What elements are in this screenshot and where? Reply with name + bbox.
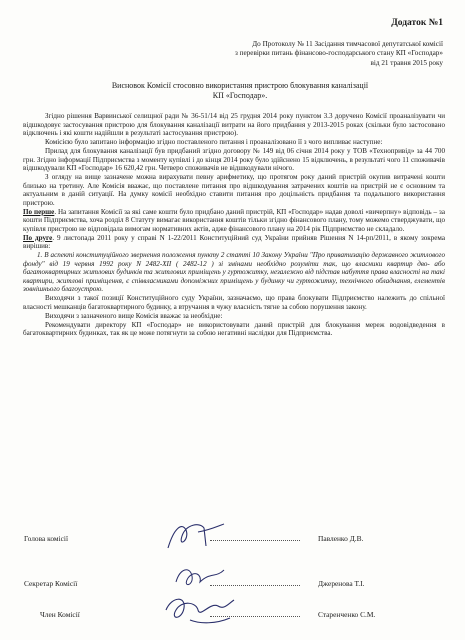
paragraph: Рекомендувати директору КП «Господар» не використовувати даний пристрій для блокування мереж водовідведення в багатоквартирних будинках, так як це може потягнути за собою негативні наслідки для Підприємства.: [23, 320, 445, 337]
signature-role: Секретар Комісії: [24, 579, 78, 588]
paragraph: Прилад для блокування каналізації був придбаний згідно договору № 149 від 06 січня 2014 року у ТОВ «Технопривід» за 44 700 грн. Згідно інформації Підприємства з моменту купівлі і до кінця 2014 року було здійснено 15 відключень, в результаті чого 11 споживачів відшкодували КП «Господар» 16 620,42 грн. Четверо споживачів не відшкодували нічого.: [23, 147, 445, 172]
signature-name: Старенченко С.М.: [318, 610, 376, 619]
title-line: КП «Господар».: [212, 91, 268, 100]
signature-name: Джеренова Т.І.: [318, 579, 365, 588]
signature-name: Павленко Д.В.: [318, 534, 364, 543]
protocol-line: До Протоколу № 11 Засідання тимчасової депутатської комісії: [252, 40, 443, 48]
protocol-line: від 21 травня 2015 року: [370, 58, 443, 67]
paragraph: Згідно рішення Варвинської селищної ради № 36-51/14 від 25 грудня 2014 року пунктом 3.3 доручено Комісії проаналізувати чи відшкодовує застосування пристрою для блокування каналізації витрати на його придбання у 2013-2015 роках (скільки було застосовано відключень і які кошти надійшли в результаті застосування пристрою).: [23, 112, 445, 137]
paragraph-text: . На запитання Комісії за які саме кошти було придбано даний пристрій, КП «Господар» надав доволі «вичерпну» відповідь – за кошти Підприємства, хоча розділ 8 Статуту вимагає використання коштів тільки згідно фінансового плану, тому можемо стверджувати, що купівля пристрою не відповідала вимогам нормативних актів, адже фінансового плану на 2014 рік Підприємство не складало.: [23, 207, 445, 233]
paragraph-lead: По друге: [23, 233, 53, 242]
paragraph: З огляду на вище зазначене можна вирахувати певну арифметику, що протягом року даний пристрій окупив витрачені кошти близько на третину. Але Комісія вважає, що поставлене питання про відшкодування затрачених коштів на пристрій не є основним та актуальним в даній ситуації. На думку комісії необхідно ставити питання про доцільність придбання та подальшого використання пристрою.: [23, 173, 445, 207]
paragraph-text: . 9 листопада 2011 року у справі N 1-22/2011 Конституційний суд України прийняв Рішення N 14-рп/2011, в якому зокрема вирішив:: [23, 233, 446, 250]
title-line: Висновок Комісії стосовно використання пристрою блокування каналізації: [111, 81, 369, 90]
signature-role: Член Комісії: [40, 610, 80, 619]
court-quote: 1. В аспекті конституційного звернення положення пункту 2 статті 10 Закону України "Про приватизацію державного житлового фонду" від 19 червня 1992 року N 2482-XII ( 2482-12 ) зі змінами необхідно розуміти так, що власники квартир дво- або багатоквартирних житлових будинків та житлових приміщень у гуртожитку, незалежно від підстав набуття права власності на такі квартири, житлові приміщення, є співвласниками допоміжних приміщень у будинку чи гуртожитку, технічного обладнання, елементів зовнішнього благоустрою.: [23, 251, 445, 293]
paragraph: Виходячи з зазначеного вище Комісія вважає за необхідне:: [45, 311, 223, 320]
handwritten-signature-member: [160, 590, 240, 630]
paragraph: Комісією було запитано інформацію згідно поставленого питання і проаналізовано її з чого випливає наступне:: [45, 138, 383, 146]
appendix-number: Додаток №1: [391, 18, 443, 28]
protocol-line: з перевірки питань фінансово-господарського стану КП «Господар»: [235, 49, 443, 58]
signature-role: Голова комісії: [24, 534, 69, 543]
handwritten-signature-chair: [160, 518, 230, 558]
paragraph: Виходячи з такої позиції Конституційного суду України, зазначаємо, що права блокувати Підприємство належить до спільної власності мешканців багатоквартирного будинку, а втручання в чужу власність тягне за собою порушення закону.: [23, 294, 445, 311]
paragraph-lead: По перше: [23, 207, 55, 216]
